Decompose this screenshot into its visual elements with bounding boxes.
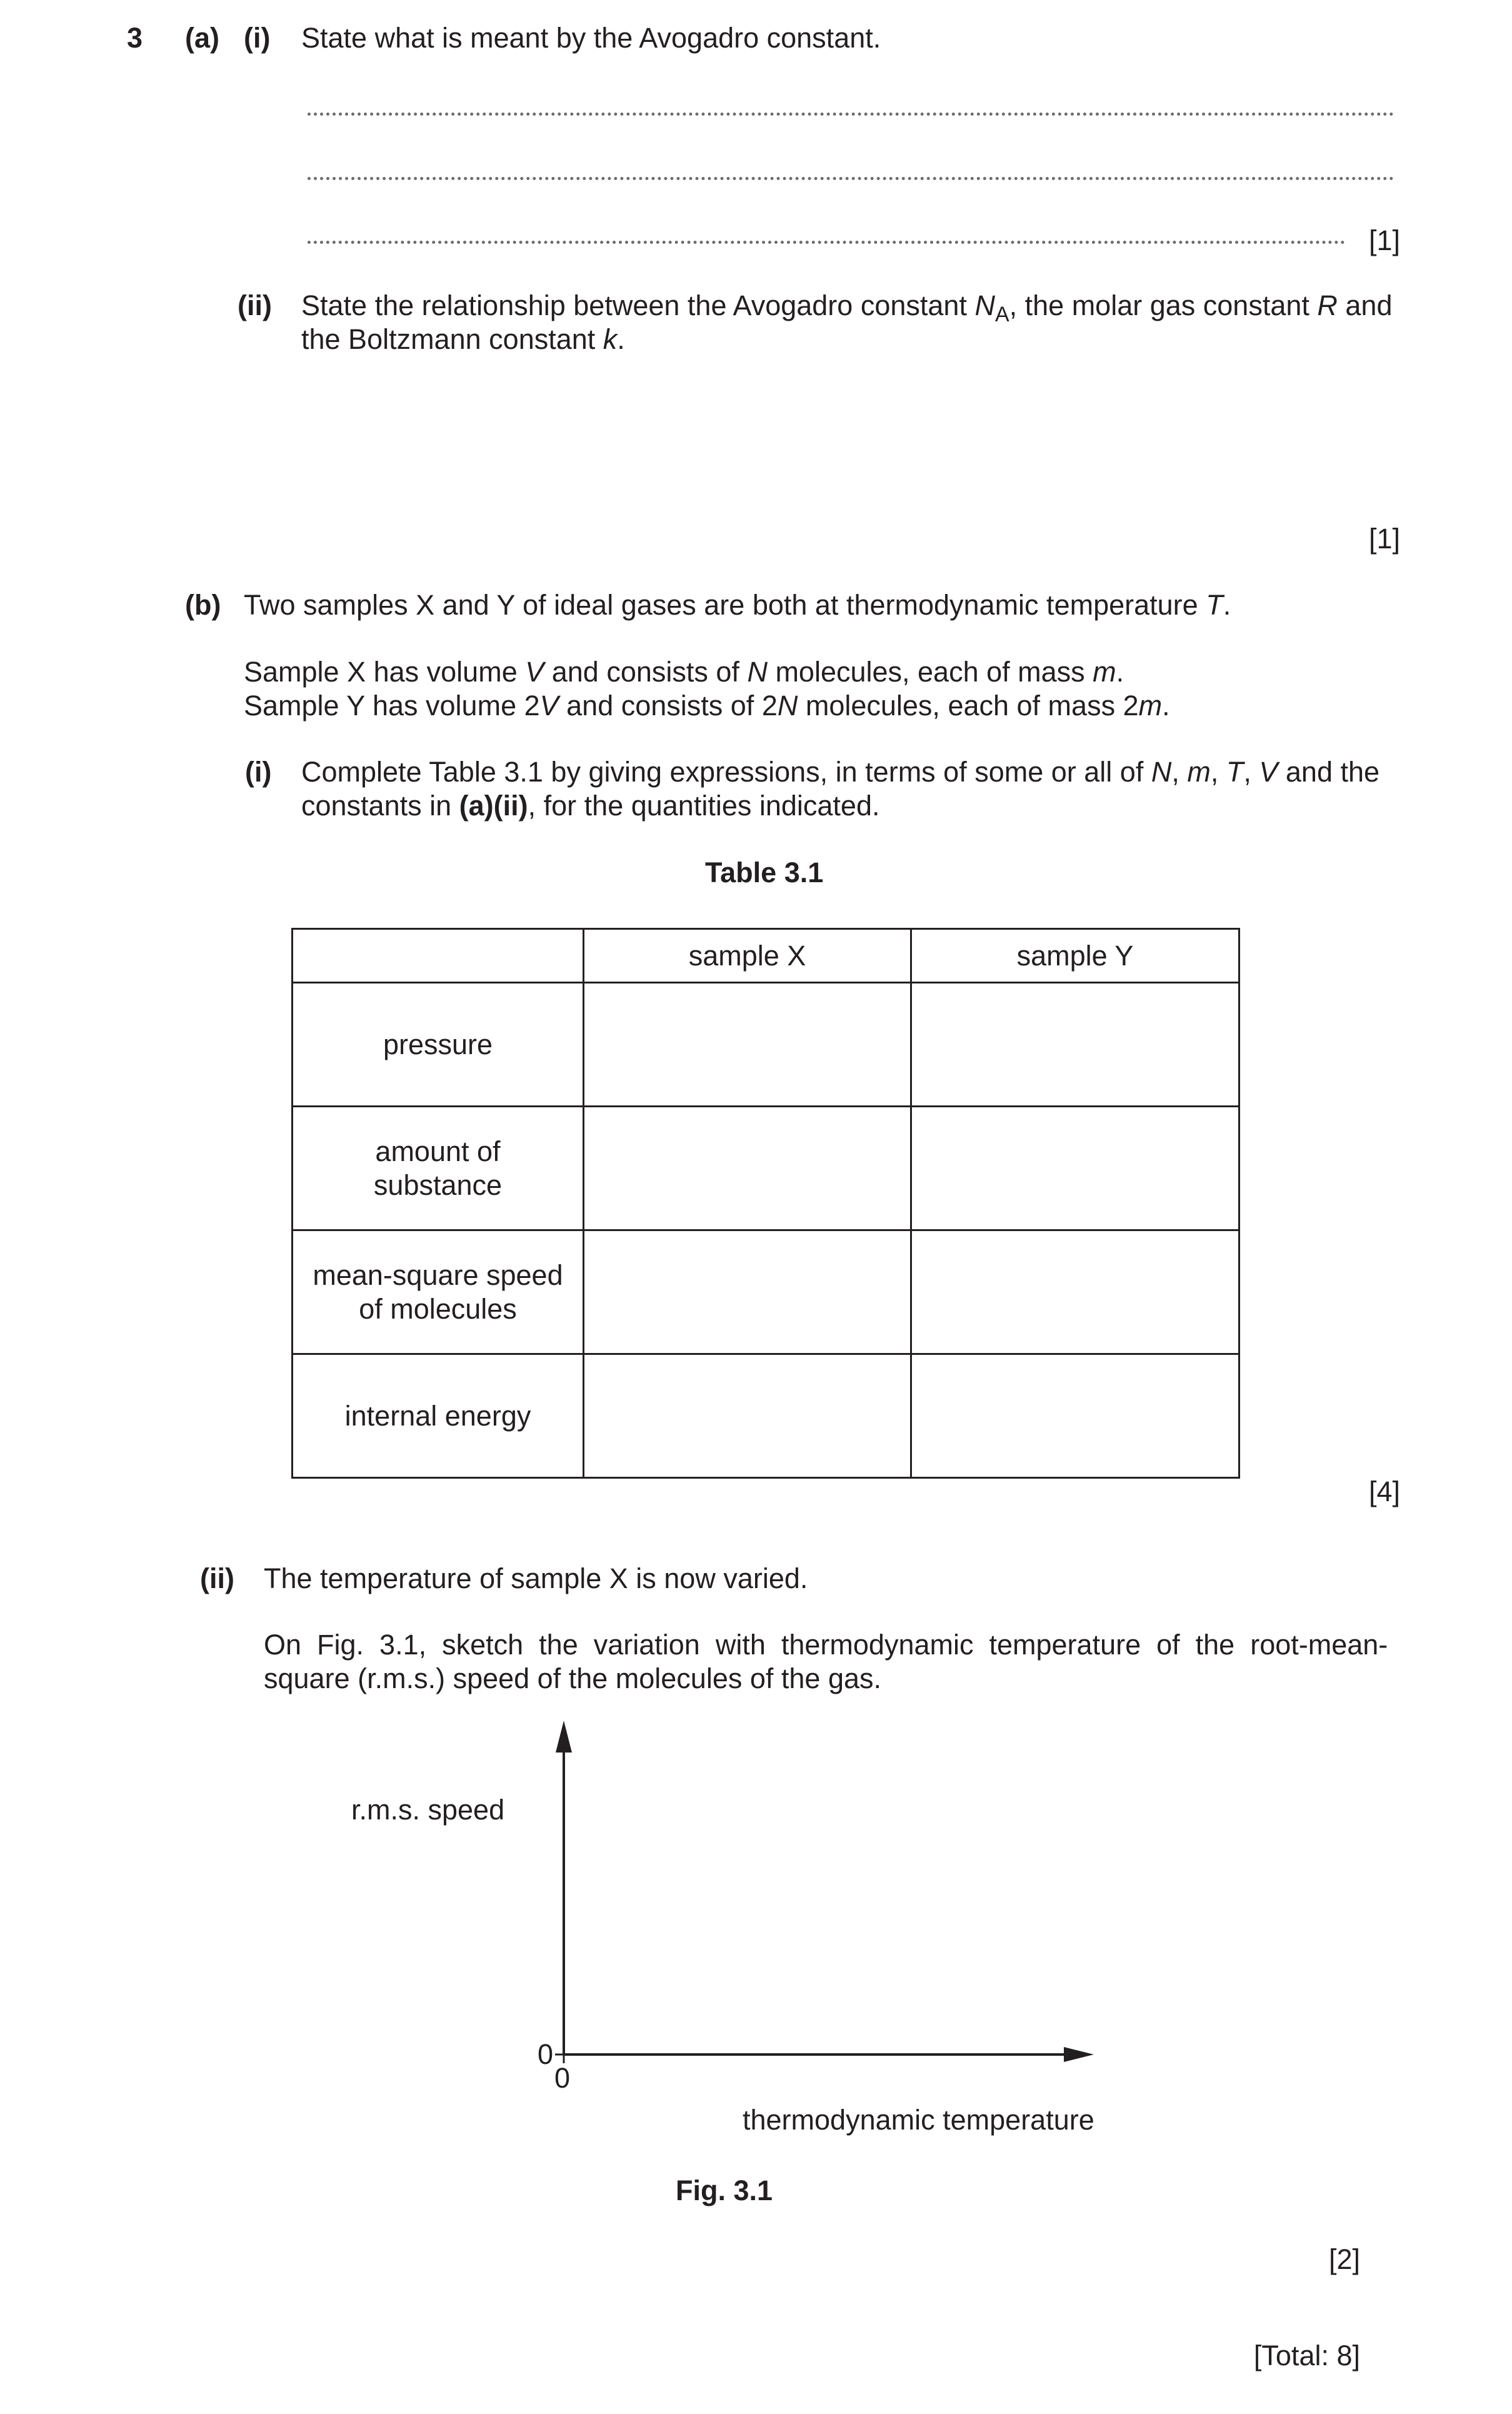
text-run: , [1171, 756, 1188, 788]
row-label-text: amount of [375, 1135, 501, 1167]
row-label-text: of molecules [359, 1292, 517, 1325]
symbol-m: m [1093, 656, 1116, 688]
symbol-N: N [974, 289, 995, 321]
y-axis-arrow [556, 1721, 572, 1753]
row-label-text: pressure [383, 1028, 493, 1060]
part-a-ii-label: (ii) [238, 289, 272, 321]
text-run: and [1337, 289, 1393, 321]
part-b-i-label: (i) [245, 756, 272, 788]
text-run: Complete Table 3.1 by giving expressions, in terms of some or all of [301, 756, 1151, 788]
text-run: State the relationship between the Avogadro constant [301, 289, 975, 321]
text-run: molecules, each of mass [767, 656, 1093, 688]
row-label-text: internal energy [344, 1399, 531, 1432]
symbol-N: N [747, 656, 768, 688]
part-a-i-text: State what is meant by the Avogadro constant. [301, 22, 881, 54]
header-sample-x: sample X [584, 929, 911, 983]
y-axis-label: r.m.s. speed [351, 1794, 505, 1826]
symbol-k: k [603, 323, 618, 355]
figure-caption: Fig. 3.1 [676, 2175, 773, 2206]
part-a-i-label: (i) [244, 22, 271, 54]
text-run: , [1243, 756, 1259, 788]
part-b-label: (b) [185, 589, 221, 621]
marks-b-ii: [2] [1328, 2243, 1360, 2275]
text-run: . [1116, 656, 1124, 688]
text-run: Sample X has volume [244, 656, 526, 688]
text-run: constants in [301, 790, 459, 822]
symbol-T: T [1226, 756, 1244, 788]
marks-b-i: [4] [1368, 1476, 1400, 1507]
table-caption: Table 3.1 [705, 857, 824, 888]
symbol-V: V [525, 656, 544, 688]
symbol-m: m [1187, 756, 1211, 788]
symbol-m: m [1138, 690, 1163, 722]
part-b-ii-text1: The temperature of sample X is now varied. [264, 1562, 808, 1594]
symbol-N: N [777, 690, 798, 722]
part-b-ii-label: (ii) [200, 1562, 234, 1594]
row-label-text: mean-square speed [313, 1259, 563, 1291]
text-run: and the [1278, 756, 1380, 788]
text-run: Two samples X and Y of ideal gases are both at thermodynamic temperature [244, 589, 1206, 621]
header-sample-y: sample Y [911, 929, 1239, 983]
text-run: . [617, 323, 625, 355]
y-origin-label: 0 [538, 2038, 554, 2070]
cross-reference: (a)(ii) [459, 790, 528, 822]
text-run: molecules, each of mass 2 [798, 690, 1139, 722]
text-run: and consists of 2 [558, 690, 778, 722]
part-b-ii-text2b: square (r.m.s.) speed of the molecules of the gas. [264, 1662, 882, 1694]
marks-a-i: [1] [1368, 224, 1400, 256]
text-run: . [1223, 589, 1231, 621]
subscript-A: A [994, 303, 1009, 326]
question-number: 3 [127, 22, 143, 54]
symbol-V: V [1259, 756, 1278, 788]
text-run: Sample Y has volume 2 [244, 690, 540, 722]
part-b-ii-text2a: On Fig. 3.1, sketch the variation with thermodynamic temperature of the root-mean- [264, 1629, 1388, 1661]
part-a-label: (a) [185, 22, 219, 54]
text-run: , the molar gas constant [1009, 289, 1318, 321]
symbol-N: N [1151, 756, 1172, 788]
text-run: and consists of [544, 656, 748, 688]
x-axis-arrow [1064, 2047, 1094, 2062]
symbol-T: T [1206, 589, 1223, 621]
text-run: . [1162, 690, 1170, 722]
x-axis-label: thermodynamic temperature [743, 2104, 1094, 2136]
text-run: , for the quantities indicated. [528, 790, 880, 822]
marks-a-ii: [1] [1368, 523, 1400, 555]
row-label-text: substance [373, 1169, 503, 1201]
text-run: , [1210, 756, 1226, 788]
symbol-V: V [539, 690, 559, 722]
text-run: the Boltzmann constant [301, 323, 603, 355]
symbol-R: R [1317, 289, 1338, 321]
x-origin-label: 0 [554, 2062, 571, 2094]
total-marks: [Total: 8] [1253, 2340, 1360, 2371]
